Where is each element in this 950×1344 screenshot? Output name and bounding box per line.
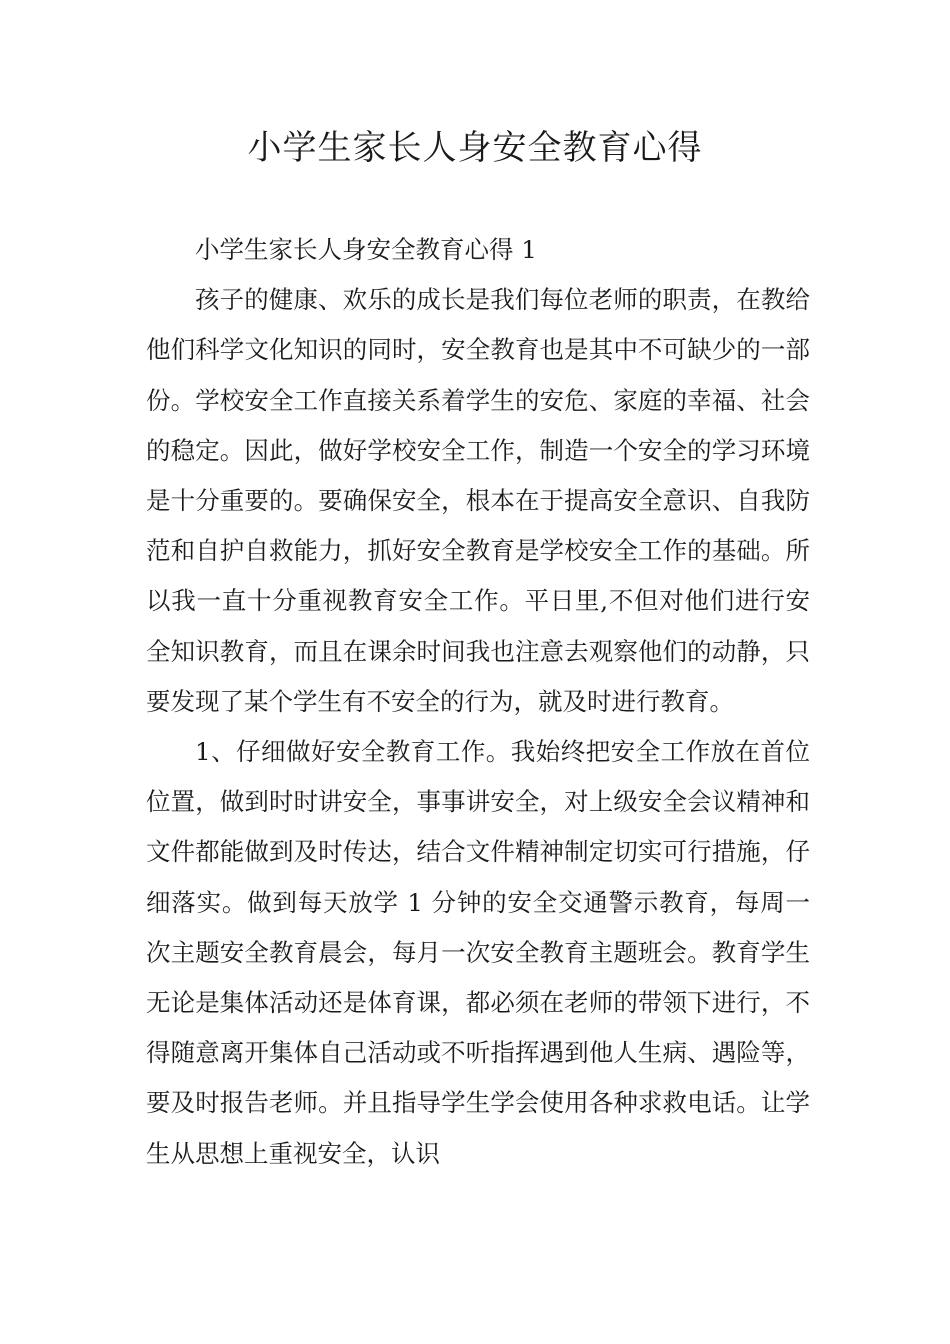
document-title: 小学生家长人身安全教育心得	[247, 128, 703, 168]
body-paragraph: 孩子的健康、欢乐的成长是我们每位老师的职责，在教给他们科学文化知识的同时，安全教育也是其中不可缺少的一部份。学校安全工作直接关系着学生的安危、家庭的幸福、社会的稳定。因此，做好学校安全工作，制造一个安全的学习环境是十分重要的。要确保安全，根本在于提高安全意识、自我防范和自护自救能力，抓好安全教育是学校安全工作的基础。所以我一直十分重视教育安全工作。平日里,不但对他们进行安全知识教育，而且在课余时间我也注意去观察他们的动静，只要发现了某个学生有不安全的行为，就及时进行教育。	[146, 285, 810, 716]
section-subtitle: 小学生家长人身安全教育心得 1	[195, 235, 537, 264]
body-paragraph: 1、仔细做好安全教育工作。我始终把安全工作放在首位位置，做到时时讲安全，事事讲安全，对上级安全会议精神和文件都能做到及时传达，结合文件精神制定切实可行措施，仔细落实。做到每天放学 1 分钟的安全交通警示教育，每周一次主题安全教育晨会，每月一次安全教育主题班会。教育学生无论是集体活动还是体育课，都必须在老师的带领下进行，不得随意离开集体自己活动或不听指挥遇到他人生病、遇险等，要及时报告老师。并且指导学生学会使用各种求救电话。让学生从思想上重视安全，认识	[146, 737, 810, 1168]
document-body	[146, 225, 810, 1179]
